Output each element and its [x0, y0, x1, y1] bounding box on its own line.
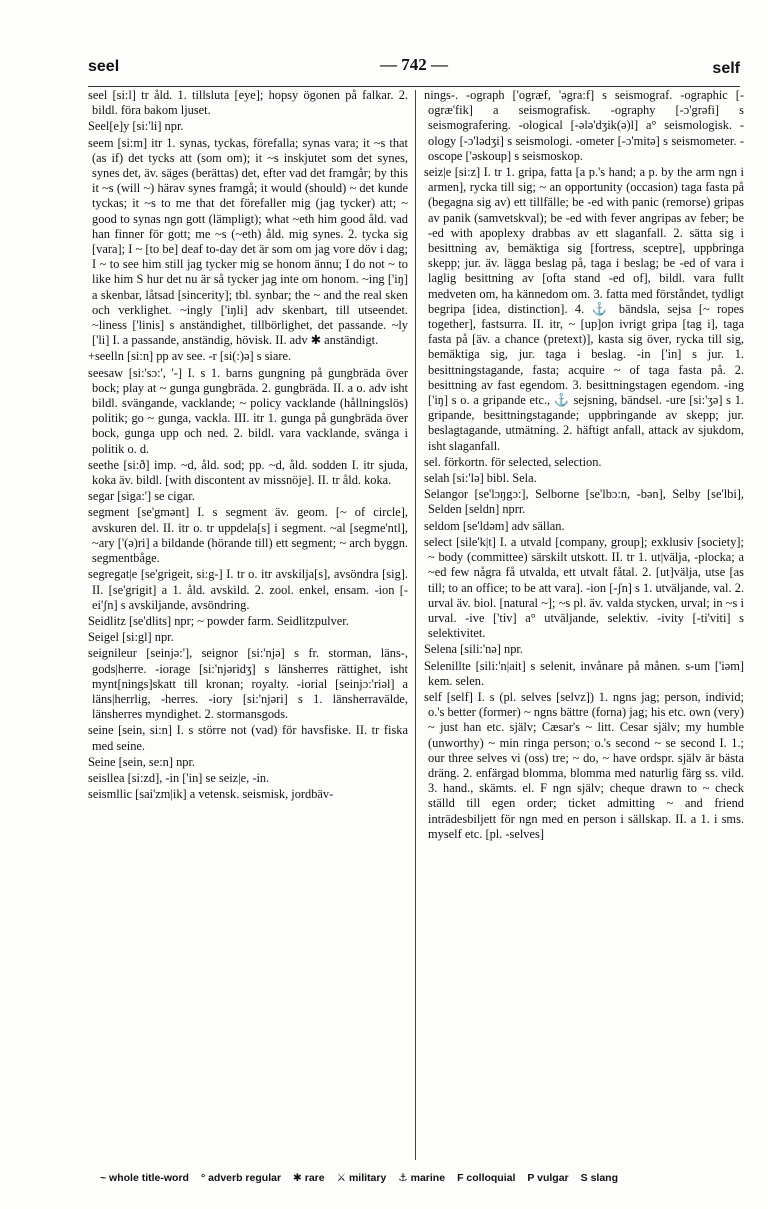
page-number: — 742 —: [380, 55, 448, 74]
header-rule: [88, 86, 740, 87]
dictionary-entry: segar [siga:'] se cigar.: [88, 489, 195, 504]
legend-item: F colloquial: [457, 1172, 516, 1184]
left-column: [88, 88, 408, 1166]
dictionary-entry: Selenillte [sili:'n|ait] s selenit, invånare på månen. s-um ['iəm] kem. selen.: [424, 658, 744, 688]
legend-item: ⚔ military: [336, 1172, 387, 1184]
legend-item: S slang: [580, 1172, 619, 1184]
dictionary-entry: seesaw [si:'sɔ:', '-] I. s 1. barns gungning på gungbräda över bock; play at ~ gunga gungbräda. 2. gungbräda. II. a o. adv isht bildl. svängande, vacklande; ~ policy vacklande (hållningslös) politik; go ~ gunga, vackla. III. itr 1. gunga på gungbräda över bock, gunga upp och ned. 2. bildl. vara vacklande, svänga i politik o. d.: [88, 365, 408, 456]
left-guide-word: seel: [88, 58, 120, 75]
dictionary-entry: seldom [se'ldəm] adv sällan.: [424, 518, 565, 533]
dictionary-entry: Selena [sili:'nə] npr.: [424, 642, 523, 657]
dictionary-entry: nings-. -ograph ['ogræf, 'əgra:f] s seismograf. -ographic [-ogræ'fik] a seismografisk. -ography [-ɔ'grəfi] s seismografering. -ological [-ələ'dʒik(ə)l] a° seismologisk. -ology [-ɔ'lədʒi] s seismologi. -ometer [-ɔ'mitə] s seismometer. -oscope ['əskoup] s seismoskop.: [424, 88, 744, 163]
dictionary-entry: Selangor [se'lɔŋgɔ:], Selborne [se'lbɔ:n, -bən], Selby [se'lbi], Selden [seldn] nprr.: [424, 487, 744, 517]
dictionary-entry: Seel[e]y [si:'li] npr.: [88, 119, 184, 134]
dictionary-entry: seisllea [si:zd], -in ['in] se seiz|e, -in.: [88, 770, 270, 785]
right-guide-word: self: [712, 60, 740, 77]
legend-item: ⚓ marine: [398, 1172, 446, 1184]
legend-item: ✱ rare: [293, 1172, 325, 1184]
dictionary-entry: segregat|e [se'grigeit, si:g-] I. tr o. itr avskilja[s], avsöndra [sig]. II. [se'grigit] a 1. åld. avskild. 2. zool. enkel, ensam. -ion [-ei'ʃn] s avskiljande, avsöndring.: [88, 567, 408, 612]
dictionary-entry: sel. förkortn. för selected, selection.: [424, 454, 602, 469]
symbol-legend: [100, 1172, 740, 1184]
dictionary-entry: seel [si:l] tr åld. 1. tillsluta [eye]; hopsy ögonen på falkar. 2. bildl. föra bakom ljuset.: [88, 88, 408, 118]
dictionary-entry: selah [si:'lə] bibl. Sela.: [424, 471, 537, 486]
column-divider: [415, 90, 416, 1160]
dictionary-entry: self [self] I. s (pl. selves [selvz]) 1. ngns jag; person, individ; o.'s better (former) ~ ngns bättre (forna) jag; his etc. own (very) ~ just han etc. själv; Cæsar's ~ litt. Cesar själv; my humble (unworthy) ~ min ringa person; o.'s second ~ se second I. 1.; our three selves vi (oss) tre; ~ do, ~ have ordspr. själv är bästa dräng. 2. enfärgad blomma, blomma med naturlig färg ss. vild. 3. hand., skämts. el. F ngn själv; cheque drawn to ~ check ställd till egen order; ticket admitting ~ and friend inträdesbiljett för ngn med en person i sällskap. II. a 1. i sms. myself etc. [pl. -selves]: [424, 689, 744, 841]
legend-item: P vulgar: [527, 1172, 569, 1184]
dictionary-entry: Seigel [si:gl] npr.: [88, 630, 174, 645]
dictionary-entry: seine [sein, si:n] I. s större not (vad) för havsfiske. II. tr fiska med seine.: [88, 723, 408, 753]
page-header: [88, 52, 740, 82]
legend-item: ° adverb regular: [200, 1172, 282, 1184]
dictionary-entry: seiz|e [si:z] I. tr 1. gripa, fatta [a p.'s hand; a p. by the arm ngn i armen], rycka till sig; ~ an opportunity (occasion) taga fasta på (begagna sig av) ett tillfälle; be -ed with panic (remorse) gripas av panik (samvetskval); be -ed with fever angripas av feber; be -ed with apoplexy drabbas av ett slaganfall. 2. sätta sig i besittning av, bemäktiga sig [fortress, sceptre], uppbringa skepp; jur. äv. lägga beslag på, taga i beslag; be -ed of vara i laglig besittning av [ofta stand -ed of], bildl. vara fullt medveten om, ha kännedom om. 3. fatta med förståndet, tydligt begripa [idea, distinction]. 4. ⚓ bändsla, sejsa [~ ropes together], fastsurra. II. itr, ~ [up]on ivrigt gripa [tag i], taga fasta på [äv. a chance (pretext)], kasta sig över, rycka till sig, bemäktiga sig, jur. taga i beslag. -in ['in] s jur. 1. besittningstagande, fasta; acquire ~ of taga fasta på. 2. besittning av fast egendom. 3. besittningstagen egendom. -ing ['iŋ] s o. a gripande etc., ⚓ sejsning, bändsel. -ure [si:'ʒə] s 1. gripande, besittningstagande; uppbringande av skepp; jur. beslagtagande, utmätning. 2. häftigt anfall, attack av sjukdom, isht slaganfall.: [424, 165, 744, 453]
dictionary-entry: seismllic [sai'zm|ik] a vetensk. seismisk, jordbäv-: [88, 787, 334, 802]
right-column: [424, 88, 744, 1166]
legend-item: ~ whole title-word: [100, 1172, 189, 1184]
dictionary-entry: Seine [sein, se:n] npr.: [88, 754, 196, 769]
dictionary-entry: Seidlitz [se'dlits] npr; ~ powder farm. Seidlitzpulver.: [88, 613, 349, 628]
dictionary-entry: select [sile'k|t] I. a utvald [company, group]; exklusiv [society]; ~ body (committee) särskilt utskott. II. tr 1. ut|välja, -plocka; a ~ed few några få utvalda, ett utvalt fåtal. 2. [ut]välja, utse [as till; to an office; to be att vara]. -ion [-ʃn] s 1. utväljande, val. 2. urval äv. biol. [natural ~]; ~s pl. äv. valda stycken, urval; in ~s i urval. -ive ['tiv] a° utväljande, selektiv. -ivity [-ti'viti] s selektivitet.: [424, 534, 744, 641]
dictionary-entry: +seelln [si:n] pp av see. -r [si(:)ə] s siare.: [88, 349, 292, 364]
dictionary-entry: seethe [si:ð] imp. ~d, åld. sod; pp. ~d, åld. sodden I. itr sjuda, koka äv. bildl. [with discontent av missnöje]. II. tr åld. koka.: [88, 457, 408, 488]
dictionary-entry: seignileur [seinjə:'], seignor [si:'njə] s fr. storman, läns-, gods|herre. -iorage [si:'njəridʒ] s länsherres rättighet, isht mynt[nings]skatt till kronan; royalty. -iorial [seinjɔ:'riəl] a läns|herrlig, -herres. -iory [si:'njəri] s 1. länsherravälde, länsherres myndighet. 2. stormansgods.: [88, 646, 408, 722]
dictionary-entry: segment [se'gmənt] I. s segment äv. geom. [~ of circle], avskuren del. II. itr o. tr uppdela[s] i segment. ~al [segme'ntl], ~ary ['(ə)ri] a bildande (hörande till) ett segment; ~ arch byggn. segmentbåge.: [88, 505, 408, 566]
dictionary-entry: seem [si:m] itr 1. synas, tyckas, förefalla; synas vara; it ~s that (as if) det tycks att (som om); it ~s inskjutet som det synes, synes det, äv. säges (berättas) det, efter vad det framgår; by this it ~s (will ~) härav synes framgå; it would (should) ~ det kunde tyckas; it ~s to me that det förefaller mig (jag tycker) att; ~ good to synas ngn gott (lämpligt); what ~eth him good åld. vad han finner för gott; me ~s (~eth) åld. mig synes. 2. tycka sig [vara]; I ~ [to be] deaf to-day det är som om jag vore döv i dag; I ~ to see him still jag tycker mig se honom ännu; I do not ~ to like him S hur det nu är så tycker jag inte om honom. ~ing ['iŋ] a skenbar, låtsad [sincerity]; tbl. synbar; the ~ and the real sken och verklighet. ~ingly ['iŋli] adv skenbart, till utseendet. ~liness ['linis] s anständighet, tillbörlighet, det passande. ~ly ['li] I. a passande, anständig, hövisk. II. adv ✱ anständigt.: [88, 135, 408, 348]
